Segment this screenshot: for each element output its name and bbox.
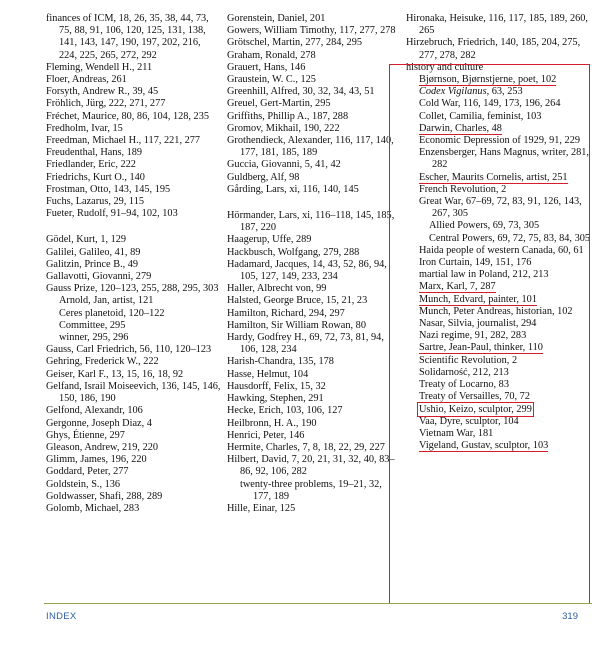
index-entry-text: Hardy, Godfrey H., 69, 72, 73, 81, 94, 106, 128, 234 bbox=[227, 332, 384, 356]
index-entry-text: martial law in Poland, 212, 213 bbox=[419, 269, 549, 281]
index-entry-text: Gödel, Kurt, 1, 129 bbox=[46, 234, 127, 246]
index-entry-text: Gergonne, Joseph Diaz, 4 bbox=[46, 417, 152, 429]
index-entry-text: Gorenstein, Daniel, 201 bbox=[227, 13, 326, 24]
index-entry-text: Freudenthal, Hans, 189 bbox=[46, 147, 143, 159]
index-entry bbox=[46, 442, 221, 454]
index-entry bbox=[46, 135, 221, 147]
index-entry-text: Cold War, 116, 149, 173, 196, 264 bbox=[419, 98, 561, 110]
index-entry-text: Hamilton, Richard, 294, 297 bbox=[227, 307, 345, 319]
index-entry bbox=[227, 172, 402, 184]
index-entry bbox=[46, 271, 221, 283]
index-entry bbox=[227, 503, 402, 515]
index-entry bbox=[227, 210, 402, 234]
index-entry-text: Hausdorff, Felix, 15, 32 bbox=[227, 380, 326, 392]
index-entry bbox=[227, 393, 402, 405]
index-entry-text: Ushio, Keizo, sculptor, 299 bbox=[419, 403, 532, 415]
index-entry bbox=[406, 13, 591, 37]
index-entry-text: Goldstein, S., 136 bbox=[46, 478, 121, 490]
index-entry-text: Grothendieck, Alexander, 116, 117, 140, 177, 181, 185, 189 bbox=[227, 135, 394, 159]
index-entry bbox=[46, 172, 221, 184]
index-entry bbox=[227, 381, 402, 393]
index-entry bbox=[46, 13, 221, 62]
index-entry bbox=[227, 25, 402, 37]
index-entry bbox=[227, 430, 402, 442]
index-entry-text: Hirzebruch, Friedrich, 140, 185, 204, 275, 277, 278, 282 bbox=[406, 37, 581, 61]
index-entry-text: Munch, Edvard, painter, 101 bbox=[419, 293, 537, 305]
index-entry bbox=[46, 283, 221, 295]
index-entry-text: Solidarność, 212, 213 bbox=[419, 366, 509, 378]
index-entry-text: Gauss, Carl Friedrich, 56, 110, 120–123 bbox=[46, 344, 212, 356]
index-entry-text: Treaty of Locarno, 83 bbox=[419, 379, 509, 391]
index-entry bbox=[227, 159, 402, 171]
index-entry-text: Vietnam War, 181 bbox=[419, 427, 494, 439]
index-entry-text: Frostman, Otto, 143, 145, 195 bbox=[46, 183, 171, 195]
index-entry bbox=[227, 356, 402, 368]
index-entry bbox=[46, 344, 221, 356]
index-entry bbox=[46, 454, 221, 466]
index-entry-text: Golomb, Michael, 283 bbox=[46, 502, 140, 514]
index-entry-text: Hadamard, Jacques, 14, 43, 52, 86, 94, 105, 127, 149, 233, 234 bbox=[227, 258, 387, 283]
index-entry bbox=[46, 74, 221, 86]
index-entry-text: Darwin, Charles, 48 bbox=[419, 122, 502, 134]
index-entry-text: Forsyth, Andrew R., 39, 45 bbox=[46, 86, 159, 98]
index-entry bbox=[227, 283, 402, 295]
index-entry-text: Great War, 67–69, 72, 83, 91, 126, 143, 267, 305 bbox=[419, 196, 582, 220]
index-entry-text: Gallavotti, Giovanni, 279 bbox=[46, 271, 152, 283]
index-entry-text: Ghys, Étienne, 297 bbox=[46, 429, 125, 441]
index-entry bbox=[46, 369, 221, 381]
index-entry bbox=[227, 454, 402, 478]
index-entry-text: Greenhill, Alfred, 30, 32, 34, 43, 51 bbox=[227, 86, 375, 98]
index-entry-text: Gowers, William Timothy, 117, 277, 278 bbox=[227, 25, 396, 37]
index-entry-text: Griffiths, Phillip A., 187, 288 bbox=[227, 110, 349, 122]
index-entry-text: Hackbusch, Wolfgang, 279, 288 bbox=[227, 246, 360, 258]
index-entry-text: Vigeland, Gustav, sculptor, 103 bbox=[419, 440, 549, 452]
index-entry-text: Galilei, Galileo, 41, 89 bbox=[46, 246, 141, 258]
index-entry-text: history and culture bbox=[406, 61, 484, 73]
index-entry-text: Economic Depression of 1929, 91, 229 bbox=[419, 135, 581, 147]
index-entry-text: Fuchs, Lazarus, 29, 115 bbox=[46, 196, 144, 208]
index-entry bbox=[46, 62, 221, 74]
index-entry-text: Henrici, Peter, 146 bbox=[227, 429, 305, 441]
index-entry bbox=[227, 405, 402, 417]
index-list-2 bbox=[227, 13, 402, 515]
index-entry bbox=[46, 159, 221, 171]
index-entry bbox=[46, 405, 221, 417]
index-entry-text: Haller, Albrecht von, 99 bbox=[227, 283, 327, 295]
index-entry-text: Goddard, Peter, 277 bbox=[46, 466, 129, 478]
index-entry-text: Guldberg, Alf, 98 bbox=[227, 171, 300, 183]
index-entry-text: Floer, Andreas, 261 bbox=[46, 74, 127, 86]
index-entry bbox=[227, 259, 402, 283]
index-entry-text: Central Powers, 69, 72, 75, 83, 84, 305 bbox=[429, 232, 591, 244]
index-entry-text: Harish-Chandra, 135, 178 bbox=[227, 356, 334, 368]
index-entry bbox=[46, 295, 221, 307]
index-entry-text: Enzensberger, Hans Magnus, writer, 281, 282 bbox=[419, 147, 589, 171]
index-entry-text: Iron Curtain, 149, 151, 176 bbox=[419, 257, 532, 269]
index-entry-text: Arnold, Jan, artist, 121 bbox=[59, 295, 154, 307]
index-entry-text: Fleming, Wendell H., 211 bbox=[46, 61, 153, 73]
index-entry bbox=[227, 50, 402, 62]
index-entry bbox=[227, 86, 402, 98]
index-entry bbox=[406, 37, 591, 61]
index-entry bbox=[227, 98, 402, 110]
index-entry bbox=[46, 247, 221, 259]
index-entry-text: Nazi regime, 91, 282, 283 bbox=[419, 330, 527, 342]
footer-section-label: INDEX bbox=[46, 611, 77, 622]
index-entry-text: Graustein, W. C., 125 bbox=[227, 74, 316, 86]
index-entry bbox=[46, 332, 221, 344]
index-entry-text: Vaa, Dyre, sculptor, 104 bbox=[419, 415, 519, 427]
index-entry-text: Committee, 295 bbox=[59, 319, 126, 331]
index-entry-text: Treaty of Versailles, 70, 72 bbox=[419, 391, 530, 403]
index-entry-text: twenty-three problems, 19–21, 32, 177, 189 bbox=[240, 478, 382, 502]
index-entry-text: Greuel, Gert-Martin, 295 bbox=[227, 98, 331, 110]
index-entry bbox=[227, 418, 402, 430]
index-entry bbox=[227, 13, 402, 25]
index-entry bbox=[227, 62, 402, 74]
index-entry bbox=[227, 111, 402, 123]
index-entry bbox=[46, 381, 221, 405]
index-entry bbox=[46, 234, 221, 246]
index-entry-text: Gelfand, Israil Moiseevich, 136, 145, 146, 150, 186, 190 bbox=[46, 380, 221, 405]
index-entry-text: winner, 295, 296 bbox=[59, 332, 129, 344]
index-entry bbox=[227, 295, 402, 307]
index-entry bbox=[46, 479, 221, 491]
index-entry bbox=[227, 442, 402, 454]
index-entry-text: Gleason, Andrew, 219, 220 bbox=[46, 441, 159, 453]
index-entry-text: Hilbert, David, 7, 20, 21, 31, 32, 40, 83–86, 92, 106, 282 bbox=[227, 454, 395, 478]
index-entry bbox=[227, 135, 402, 159]
index-column-2 bbox=[227, 13, 402, 515]
index-entry bbox=[46, 111, 221, 123]
index-entry bbox=[227, 247, 402, 259]
index-entry-text: Hörmander, Lars, xi, 116–118, 145, 185, 187, 220 bbox=[227, 210, 395, 234]
index-list-1 bbox=[46, 13, 221, 515]
index-entry-text: Gauss Prize, 120–123, 255, 288, 295, 303 bbox=[46, 283, 219, 295]
index-entry-text: Allied Powers, 69, 73, 305 bbox=[429, 220, 540, 232]
index-entry-text: Goldwasser, Shafi, 288, 289 bbox=[46, 490, 163, 502]
index-entry bbox=[227, 308, 402, 320]
index-entry-text: Grauert, Hans, 146 bbox=[227, 61, 306, 73]
index-entry-text: Halsted, George Bruce, 15, 21, 23 bbox=[227, 295, 368, 307]
index-entry-text: Friedrichs, Kurt O., 140 bbox=[46, 171, 145, 183]
index-entry bbox=[46, 196, 221, 208]
index-entry bbox=[46, 466, 221, 478]
index-entry bbox=[227, 234, 402, 246]
index-entry-text: Marx, Karl, 7, 287 bbox=[419, 281, 496, 293]
index-entry bbox=[46, 208, 221, 220]
index-entry-text: French Revolution, 2 bbox=[419, 183, 507, 195]
index-entry bbox=[46, 147, 221, 159]
footer-divider bbox=[44, 603, 592, 604]
index-entry-text: Friedlander, Eric, 222 bbox=[46, 159, 136, 171]
index-entry bbox=[227, 320, 402, 332]
index-entry-text: Hecke, Erich, 103, 106, 127 bbox=[227, 405, 343, 417]
index-entry-text: Gårding, Lars, xi, 116, 140, 145 bbox=[227, 183, 359, 195]
index-entry-text: Hawking, Stephen, 291 bbox=[227, 393, 324, 405]
index-entry-text: Glimm, James, 196, 220 bbox=[46, 454, 147, 466]
index-entry bbox=[227, 479, 402, 503]
index-entry-text: Nasar, Silvia, journalist, 294 bbox=[419, 318, 537, 330]
annotation-box-history-culture bbox=[389, 61, 590, 604]
index-entry-text: Collet, Camilia, feminist, 103 bbox=[419, 110, 542, 122]
index-entry-text: Fredholm, Ivar, 15 bbox=[46, 122, 123, 134]
index-entry-text: Galitzin, Prince B., 49 bbox=[46, 258, 139, 270]
index-entry bbox=[46, 123, 221, 135]
index-entry bbox=[46, 98, 221, 110]
index-entry bbox=[227, 37, 402, 49]
index-entry bbox=[46, 86, 221, 98]
index-entry-text: Hasse, Helmut, 104 bbox=[227, 368, 309, 380]
index-entry-text: Hermite, Charles, 7, 8, 18, 22, 29, 227 bbox=[227, 441, 385, 453]
index-entry-text: Freedman, Michael H., 117, 221, 277 bbox=[46, 135, 201, 147]
index-entry bbox=[46, 259, 221, 271]
index-entry bbox=[46, 430, 221, 442]
index-entry-text: Munch, Peter Andreas, historian, 102 bbox=[419, 305, 573, 317]
index-entry-text: Hille, Einar, 125 bbox=[227, 502, 296, 514]
index-entry bbox=[227, 369, 402, 381]
index-entry-text: finances of ICM, 18, 26, 35, 38, 44, 73, 75, 88, 91, 106, 120, 125, 131, 138, 141, 143, 147, 190, 197, 202, 216, 224, 225, 265, 272, 292 bbox=[46, 13, 209, 61]
index-entry-text: Haida people of western Canada, 60, 61 bbox=[419, 244, 584, 256]
index-entry-text: Gelfond, Alexandr, 106 bbox=[46, 405, 143, 417]
index-entry-text: Haagerup, Uffe, 289 bbox=[227, 234, 312, 246]
index-entry-text: Fréchet, Maurice, 80, 86, 104, 128, 235 bbox=[46, 110, 210, 122]
index-column-1 bbox=[46, 13, 221, 515]
index-entry-text: Escher, Maurits Cornelis, artist, 251 bbox=[419, 171, 568, 183]
index-entry bbox=[227, 123, 402, 135]
index-entry-text: Gehring, Frederick W., 222 bbox=[46, 356, 159, 368]
index-entry-text: Heilbronn, H. A., 190 bbox=[227, 417, 317, 429]
index-entry-text: Graham, Ronald, 278 bbox=[227, 49, 316, 61]
index-entry-text: Fröhlich, Jürg, 222, 271, 277 bbox=[46, 98, 166, 110]
footer-page-number: 319 bbox=[562, 611, 578, 622]
index-entry-text: Guccia, Giovanni, 5, 41, 42 bbox=[227, 159, 341, 171]
index-entry bbox=[46, 320, 221, 332]
index-entry-text: Sartre, Jean-Paul, thinker, 110 bbox=[419, 342, 543, 354]
index-entry-text: Ceres planetoid, 120–122 bbox=[59, 307, 165, 319]
index-entry-text: Gromov, Mikhail, 190, 222 bbox=[227, 122, 340, 134]
index-entry-text: Fueter, Rudolf, 91–94, 102, 103 bbox=[46, 208, 178, 220]
index-entry bbox=[46, 356, 221, 368]
index-entry-text: Scientific Revolution, 2 bbox=[419, 354, 518, 366]
index-entry-text: Codex Vigilanus, 63, 253 bbox=[419, 86, 523, 98]
index-entry bbox=[46, 418, 221, 430]
index-entry bbox=[46, 184, 221, 196]
index-entry bbox=[227, 74, 402, 86]
index-entry-text: Grötschel, Martin, 277, 284, 295 bbox=[227, 37, 362, 49]
index-entry-text: Hamilton, Sir William Rowan, 80 bbox=[227, 319, 366, 331]
index-entry bbox=[46, 503, 221, 515]
index-entry bbox=[227, 332, 402, 356]
index-entry-text: Geiser, Karl F., 13, 15, 16, 18, 92 bbox=[46, 368, 184, 380]
index-entry bbox=[46, 491, 221, 503]
index-entry bbox=[46, 308, 221, 320]
index-entry bbox=[227, 184, 402, 196]
index-entry-text: Hironaka, Heisuke, 116, 117, 185, 189, 260, 265 bbox=[406, 13, 588, 37]
index-entry-text: Bjørnson, Bjørnstjerne, poet, 102 bbox=[419, 74, 557, 86]
